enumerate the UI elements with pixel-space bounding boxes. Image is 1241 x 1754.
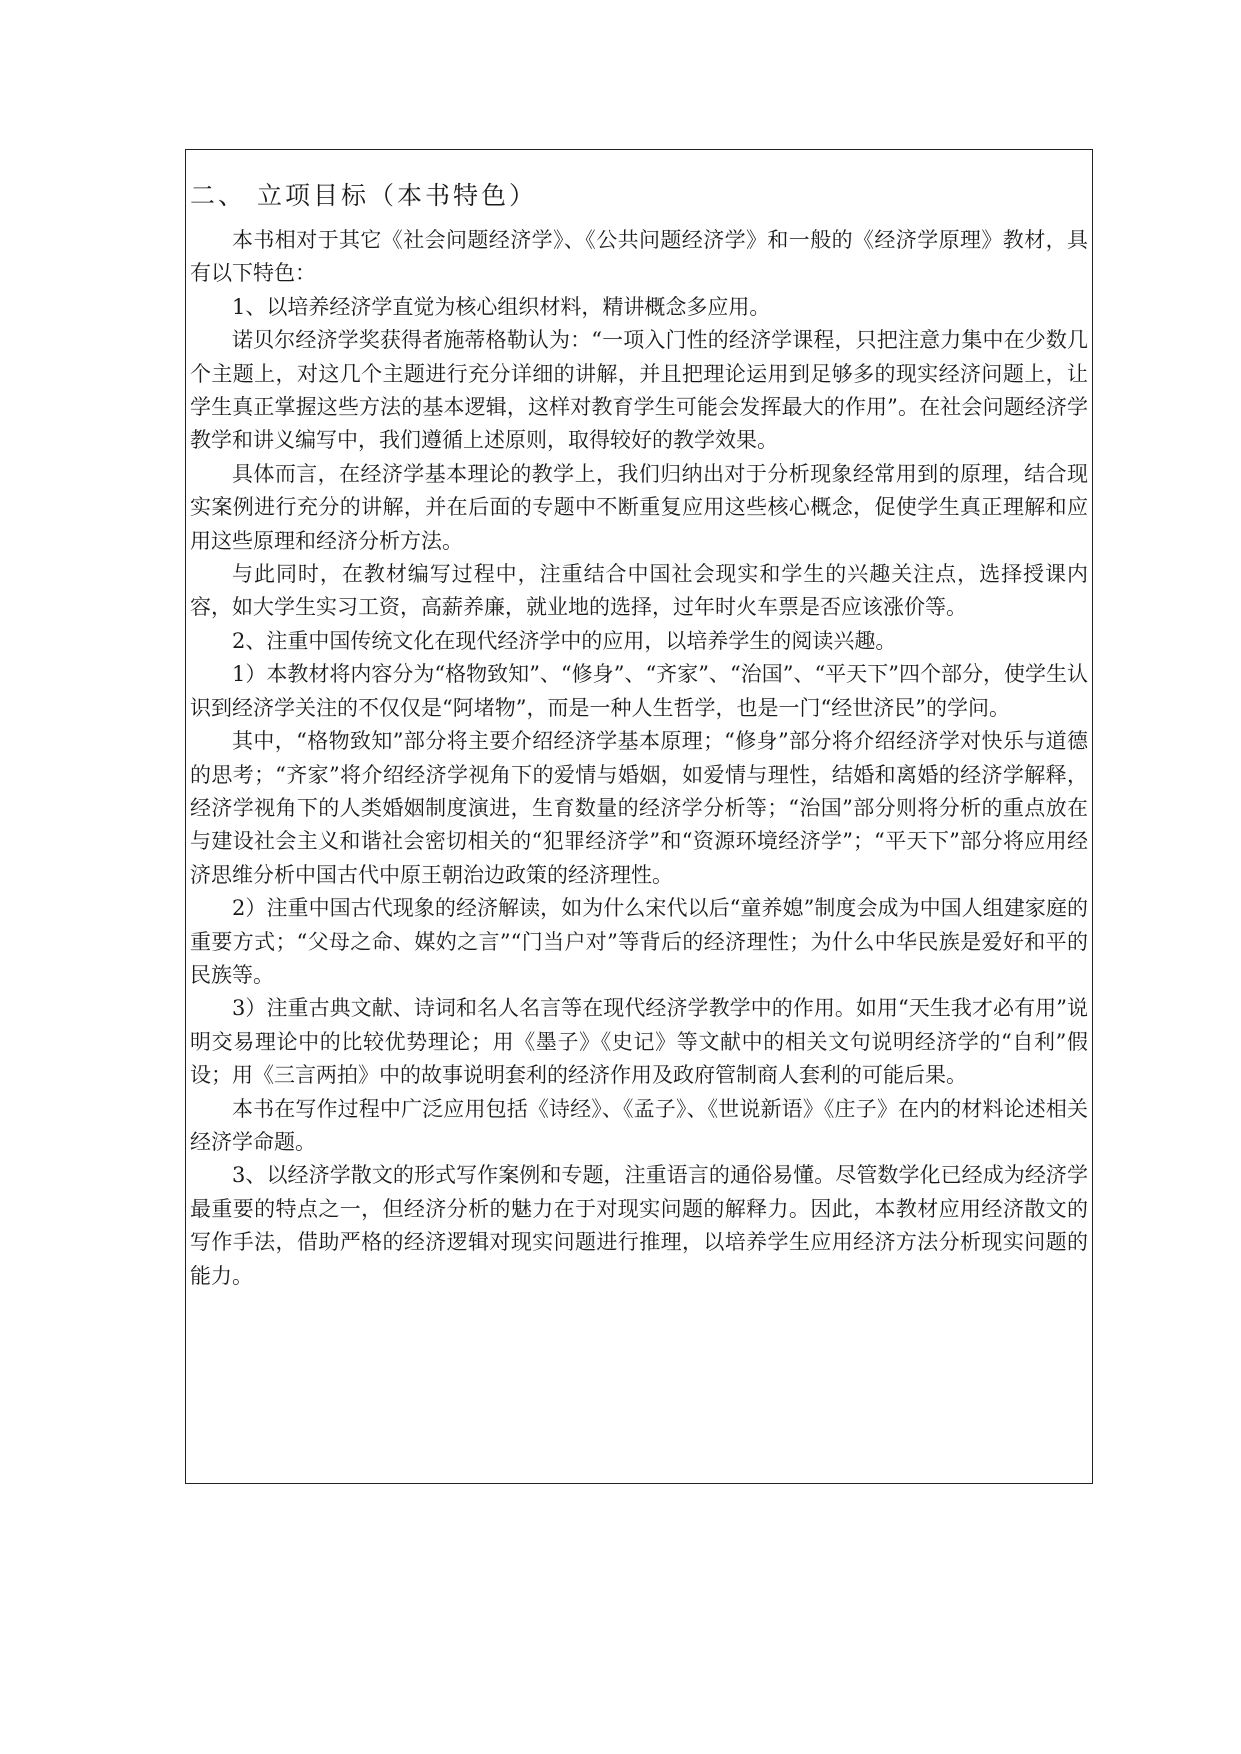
paragraph-sources: 本书在写作过程中广泛应用包括《诗经》、《孟子》、《世说新语》《庄子》在内的材料论述相关经济学命题。 (190, 1096, 1088, 1154)
section-body (186, 178, 1092, 1293)
section-heading: 二、 立项目标（本书特色） (190, 181, 537, 210)
paragraph-teaching-approach: 具体而言，在经济学基本理论的教学上，我们归纳出对于分析现象经常用到的原理，结合现实案例进行充分的讲解，并在后面的专题中不断重复应用这些核心概念，促使学生真正理解和应用这些原理和经济分析方法。 (190, 461, 1088, 553)
paragraph-content-selection: 与此同时，在教材编写过程中，注重结合中国社会现实和学生的兴趣关注点，选择授课内容，如大学生实习工资，高薪养廉，就业地的选择，过年时火车票是否应该涨价等。 (190, 562, 1088, 620)
paragraph-structure: 1）本教材将内容分为“格物致知”、“修身”、“齐家”、“治国”、“平天下”四个部分，使学生认识到经济学关注的不仅仅是“阿堵物”，而是一种人生哲学，也是一门“经世济民”的学问。 (190, 662, 1088, 720)
content-frame (185, 149, 1093, 1484)
paragraph-parts-detail: 其中，“格物致知”部分将主要介绍经济学基本原理；“修身”部分将介绍经济学对快乐与道德的思考；“齐家”将介绍经济学视角下的爱情与婚姻，如爱情与理性，结婚和离婚的经济学解释，经济学视角下的人类婚姻制度演进，生育数量的经济学分析等；“治国”部分则将分析的重点放在与建设社会主义和谐社会密切相关的“犯罪经济学”和“资源环境经济学”；“平天下”部分将应用经济思维分析中国古代中原王朝治边政策的经济理性。 (190, 729, 1088, 887)
paragraph-feature-2-title: 2、注重中国传统文化在现代经济学中的应用，以培养学生的阅读兴趣。 (232, 628, 897, 653)
paragraph-classical-literature: 3）注重古典文献、诗词和名人名言等在现代经济学教学中的作用。如用“天生我才必有用”说明交易理论中的比较优势理论；用《墨子》《史记》等文献中的相关文句说明经济学的“自利”假设；用《三言两拍》中的故事说明套利的经济作用及政府管制商人套利的可能后果。 (190, 996, 1088, 1088)
paragraph-ancient-phenomena: 2）注重中国古代现象的经济解读，如为什么宋代以后“童养媳”制度会成为中国人组建家庭的重要方式；“父母之命、媒妁之言”“门当户对”等背后的经济理性；为什么中华民族是爱好和平的民族等。 (190, 896, 1088, 987)
paragraph-feature-3: 3、以经济学散文的形式写作案例和专题，注重语言的通俗易懂。尽管数学化已经成为经济学最重要的特点之一，但经济分析的魅力在于对现实问题的解释力。因此，本教材应用经济散文的写作手法，借助严格的经济逻辑对现实问题进行推理，以培养学生应用经济方法分析现实问题的能力。 (190, 1163, 1088, 1288)
paragraph-stigler-quote: 诺贝尔经济学奖获得者施蒂格勒认为：“一项入门性的经济学课程，只把注意力集中在少数几个主题上，对这几个主题进行充分详细的讲解，并且把理论运用到足够多的现实经济问题上，让学生真正掌握这些方法的基本逻辑，这样对教育学生可能会发挥最大的作用”。在社会问题经济学教学和讲义编写中，我们遵循上述原则，取得较好的教学效果。 (190, 328, 1088, 453)
paragraph-feature-1-title: 1、以培养经济学直觉为核心组织材料，精讲概念多应用。 (232, 294, 771, 319)
paragraph-intro: 本书相对于其它《社会问题经济学》、《公共问题经济学》和一般的《经济学原理》教材，具有以下特色： (190, 228, 1088, 286)
